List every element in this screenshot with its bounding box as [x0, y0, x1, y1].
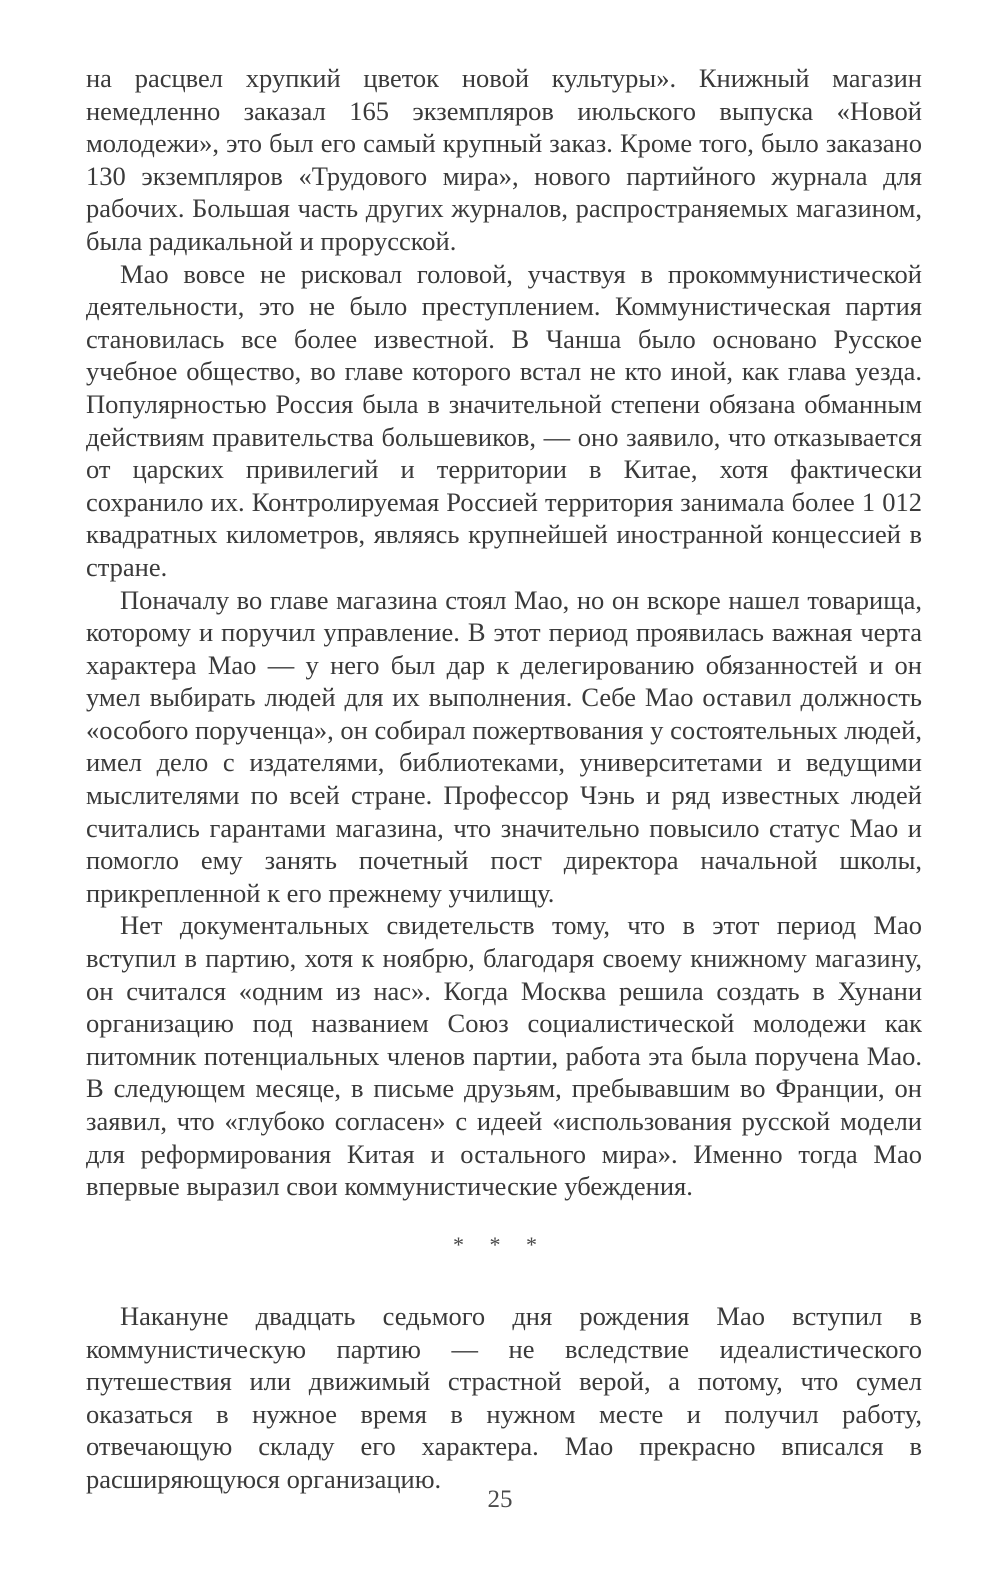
paragraph: Мао вовсе не рисковал головой, участвуя в прокоммунистической деятельности, это не было преступлением. Коммунистическая партия становилась все более известной. В Чанша было основано Русское учебное общество, во главе которого встал не кто иной, как глава уезда. Популярностью Россия была в значительной степени обязана обманным действиям правительства большевиков, — оно заявило, что отказывается от царских привилегий и территории в Китае, хотя фактически сохранило их. Контролируемая Россией территория занимала более 1 012 квадратных километров, являясь крупнейшей иностранной концессией в стране. [86, 258, 922, 582]
paragraph: Накануне двадцать седьмого дня рождения Мао вступил в коммунистическую партию — не вследствие идеалистического путешествия или движимый страстной верой, а потому, что сумел оказаться в нужное время в нужном месте и получил работу, отвечающую складу его характера. Мао прекрасно вписался в расширяющуюся организацию. [86, 1301, 922, 1494]
section-separator: * * * [453, 1232, 547, 1257]
paragraph: Поначалу во главе магазина стоял Мао, но он вскоре нашел товарища, которому и поручил управление. В этот период проявилась важная черта характера Мао — у него был дар к делегированию обязанностей и он умел выбирать людей для их выполнения. Себе Мао оставил должность «особого порученца», он собирал пожертвования у состоятельных людей, имел дело с издателями, библиотеками, университетами и ведущими мыслителями по всей стране. Профессор Чэнь и ряд известных людей считались гарантами магазина, что значительно повысило статус Мао и помогло ему занять почетный пост директора начальной школы, прикрепленной к его прежнему училищу. [86, 584, 922, 908]
page-number: 25 [487, 1486, 513, 1513]
main-text-block [86, 62, 922, 1203]
paragraph-continued: на расцвел хрупкий цветок новой культуры». Книжный магазин немедленно заказал 165 экземпляров июльского выпуска «Новой молодежи», это был его самый крупный заказ. Кроме того, было заказано 130 экземпляров «Трудового мира», нового партийного журнала для рабочих. Большая часть других журналов, распространяемых магазином, была радикальной и прорусской. [86, 63, 922, 256]
section-text-block [86, 1300, 922, 1496]
paragraph: Нет документальных свидетельств тому, что в этот период Мао вступил в партию, хотя к ноябрю, благодаря своему книжному магазину, он считался «одним из нас». Когда Москва решила создать в Хунани организацию под названием Союз социалистической молодежи как питомник потенциальных членов партии, работа эта была поручена Мао. В следующем месяце, в письме друзьям, пребывавшим во Франции, он заявил, что «глубоко согласен» с идеей «использования русской модели для реформирования Китая и остального мира». Именно тогда Мао впервые выразил свои коммунистические убеждения. [86, 910, 922, 1202]
